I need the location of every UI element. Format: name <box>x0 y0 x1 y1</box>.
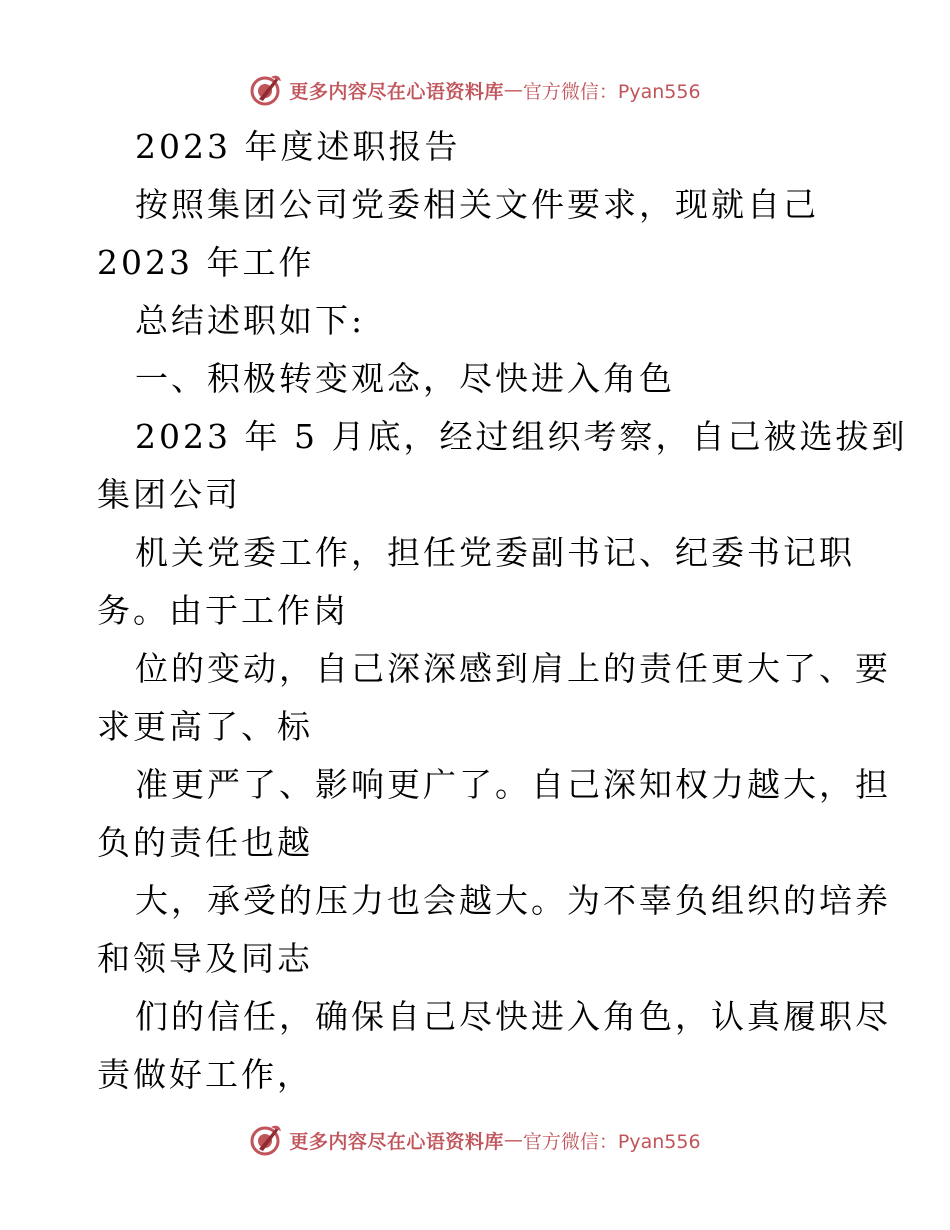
section-heading: 一、积极转变观念，尽快进入角色 <box>135 359 675 398</box>
footer-watermark-banner <box>0 1120 950 1160</box>
paragraph-line: 准更严了、影响更广了。自己深知权力越大，担 <box>135 765 891 804</box>
paragraph-line: 和领导及同志 <box>97 939 313 978</box>
banner-text: 更多内容尽在心语资料库 <box>289 80 504 103</box>
paragraph-line: 们的信任，确保自己尽快进入角色，认真履职尽 <box>135 997 891 1036</box>
banner-text: 更多内容尽在心语资料库 <box>289 1130 504 1153</box>
paragraph-line: 2023 年工作 <box>97 243 315 282</box>
paragraph-line: 机关党委工作，担任党委副书记、纪委书记职 <box>135 533 855 572</box>
banner-separator: — <box>503 79 523 101</box>
red-quill-seal-icon <box>249 1123 283 1157</box>
header-watermark-banner <box>0 70 950 110</box>
paragraph-line: 按照集团公司党委相关文件要求，现就自己 <box>135 185 819 224</box>
paragraph-line: 位的变动，自己深深感到肩上的责任更大了、要 <box>135 649 891 688</box>
document-title: 2023 年度述职报告 <box>135 127 461 166</box>
banner-separator: — <box>503 1129 523 1151</box>
paragraph-line: 责做好工作， <box>97 1055 313 1094</box>
banner-contact: 官方微信：Pyan556 <box>522 80 701 103</box>
paragraph-line: 务。由于工作岗 <box>97 591 349 630</box>
paragraph-line: 求更高了、标 <box>97 707 313 746</box>
paragraph-line: 大，承受的压力也会越大。为不辜负组织的培养 <box>135 881 891 920</box>
paragraph-line: 总结述职如下: <box>135 301 366 340</box>
paragraph-line: 集团公司 <box>97 475 241 514</box>
paragraph-line: 2023 年 5 月底，经过组织考察，自己被选拔到 <box>135 417 908 456</box>
red-quill-seal-icon <box>249 73 283 107</box>
banner-contact: 官方微信：Pyan556 <box>522 1130 701 1153</box>
paragraph-line: 负的责任也越 <box>97 823 313 862</box>
